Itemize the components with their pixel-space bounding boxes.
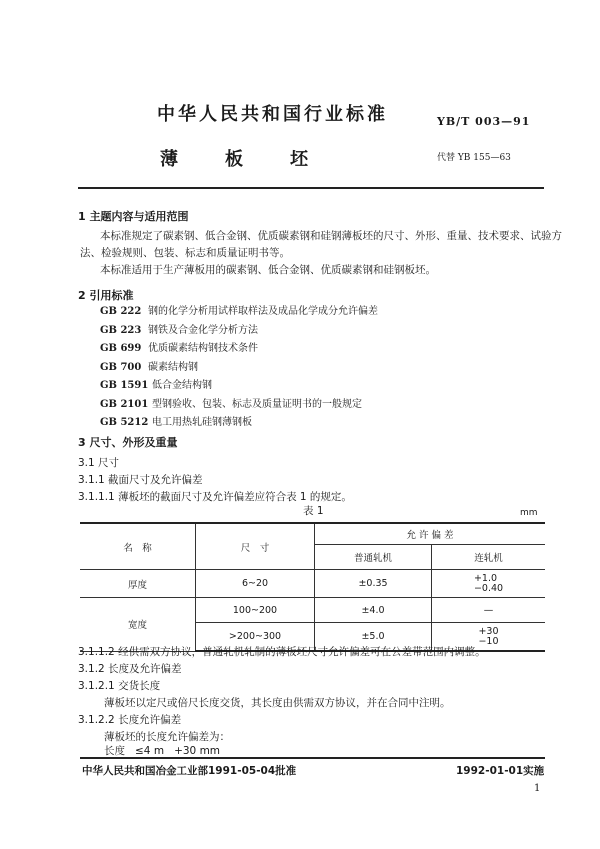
page-number: 1	[534, 783, 541, 794]
reference-item: GB 699 优质碳素结构钢技术条件	[100, 343, 258, 354]
section-3-1: 3.1 尺寸	[78, 457, 120, 469]
section-3-1-2: 3.1.2 长度及允许偏差	[78, 663, 182, 675]
replaces-note: 代替 YB 155—63	[437, 153, 511, 163]
header-name: 名 称	[80, 523, 196, 570]
reference-list	[100, 303, 378, 433]
title-char: 板	[225, 149, 243, 170]
section-1-para-1b: 法、检验规则、包装、标志和质量证明书等。	[80, 247, 290, 259]
section-1-para-2: 本标准适用于生产薄板用的碳素钢、低合金钢、优质碳素钢和硅钢板坯。	[100, 264, 436, 276]
effective-date: 1992-01-01实施	[456, 765, 545, 777]
standard-code: YB/T 003—91	[437, 115, 531, 128]
length-tolerance-line: 长度 ≤4 m +30 mm	[104, 745, 221, 757]
table-caption: 表 1	[303, 505, 324, 517]
reference-item: GB 5212 电工用热轧硅钢薄钢板	[100, 417, 252, 428]
reference-item: GB 2101 型钢验收、包装、标志及质量证明书的一般规定	[100, 398, 362, 410]
document-title	[160, 145, 355, 171]
section-3-1-2-2-text: 薄板坯的长度允许偏差为：	[104, 731, 230, 743]
section-1-para-1a: 本标准规定了碳素钢、低合金钢、优质碳素钢和硅钢薄板坯的尺寸、外形、重量、技术要求、试验方	[100, 230, 562, 242]
section-3-1-1-1: 3.1.1.1 薄板坯的截面尺寸及允许偏差应符合表 1 的规定。	[78, 491, 352, 503]
reference-item: GB 222 钢的化学分析用试样取样法及成品化学成分允许偏差	[100, 306, 378, 317]
section-3-heading: 3 尺寸、外形及重量	[78, 436, 178, 449]
table-unit: mm	[520, 508, 538, 518]
table-row: >200~300 ±5.0 +30 −10	[80, 623, 545, 652]
title-char: 坯	[290, 149, 308, 170]
table-row: 厚度 6~20 ±0.35 +1.0 −0.40	[80, 570, 545, 598]
header-size: 尺 寸	[196, 523, 315, 570]
title-char: 薄	[160, 149, 178, 170]
section-3-1-1-2: 3.1.1.2 经供需双方协议，普通轧机轧制的薄板坯尺寸允许偏差可在公差带范围内调整。	[78, 646, 486, 658]
section-2-heading: 2 引用标准	[78, 289, 134, 302]
header-tolerance: 允 许 偏 差	[315, 523, 546, 545]
section-3-1-2-1-text: 薄板坯以定尺或倍尺长度交货，其长度由供需双方协议，并在合同中注明。	[104, 697, 451, 709]
header-divider	[78, 187, 544, 189]
reference-item: GB 700 碳素结构钢	[100, 361, 198, 373]
section-3-1-2-1: 3.1.2.1 交货长度	[78, 680, 161, 692]
approval-note: 中华人民共和国冶金工业部1991-05-04批准	[82, 765, 297, 777]
reference-item: GB 223 钢铁及合金化学分析方法	[100, 324, 258, 336]
standard-org-title: 中华人民共和国行业标准	[157, 104, 388, 125]
header-normal-mill: 普通轧机	[315, 545, 432, 570]
footer-divider	[80, 757, 545, 759]
table-1	[80, 522, 545, 652]
reference-item: GB 1591 低合金结构钢	[100, 380, 212, 391]
section-3-1-1: 3.1.1 截面尺寸及允许偏差	[78, 474, 203, 486]
section-3-1-2-2: 3.1.2.2 长度允许偏差	[78, 714, 182, 726]
section-1-heading: 1 主题内容与适用范围	[78, 210, 189, 223]
table-row: 宽度 100~200 ±4.0 —	[80, 598, 545, 623]
header-continuous-mill: 连轧机	[432, 545, 546, 570]
